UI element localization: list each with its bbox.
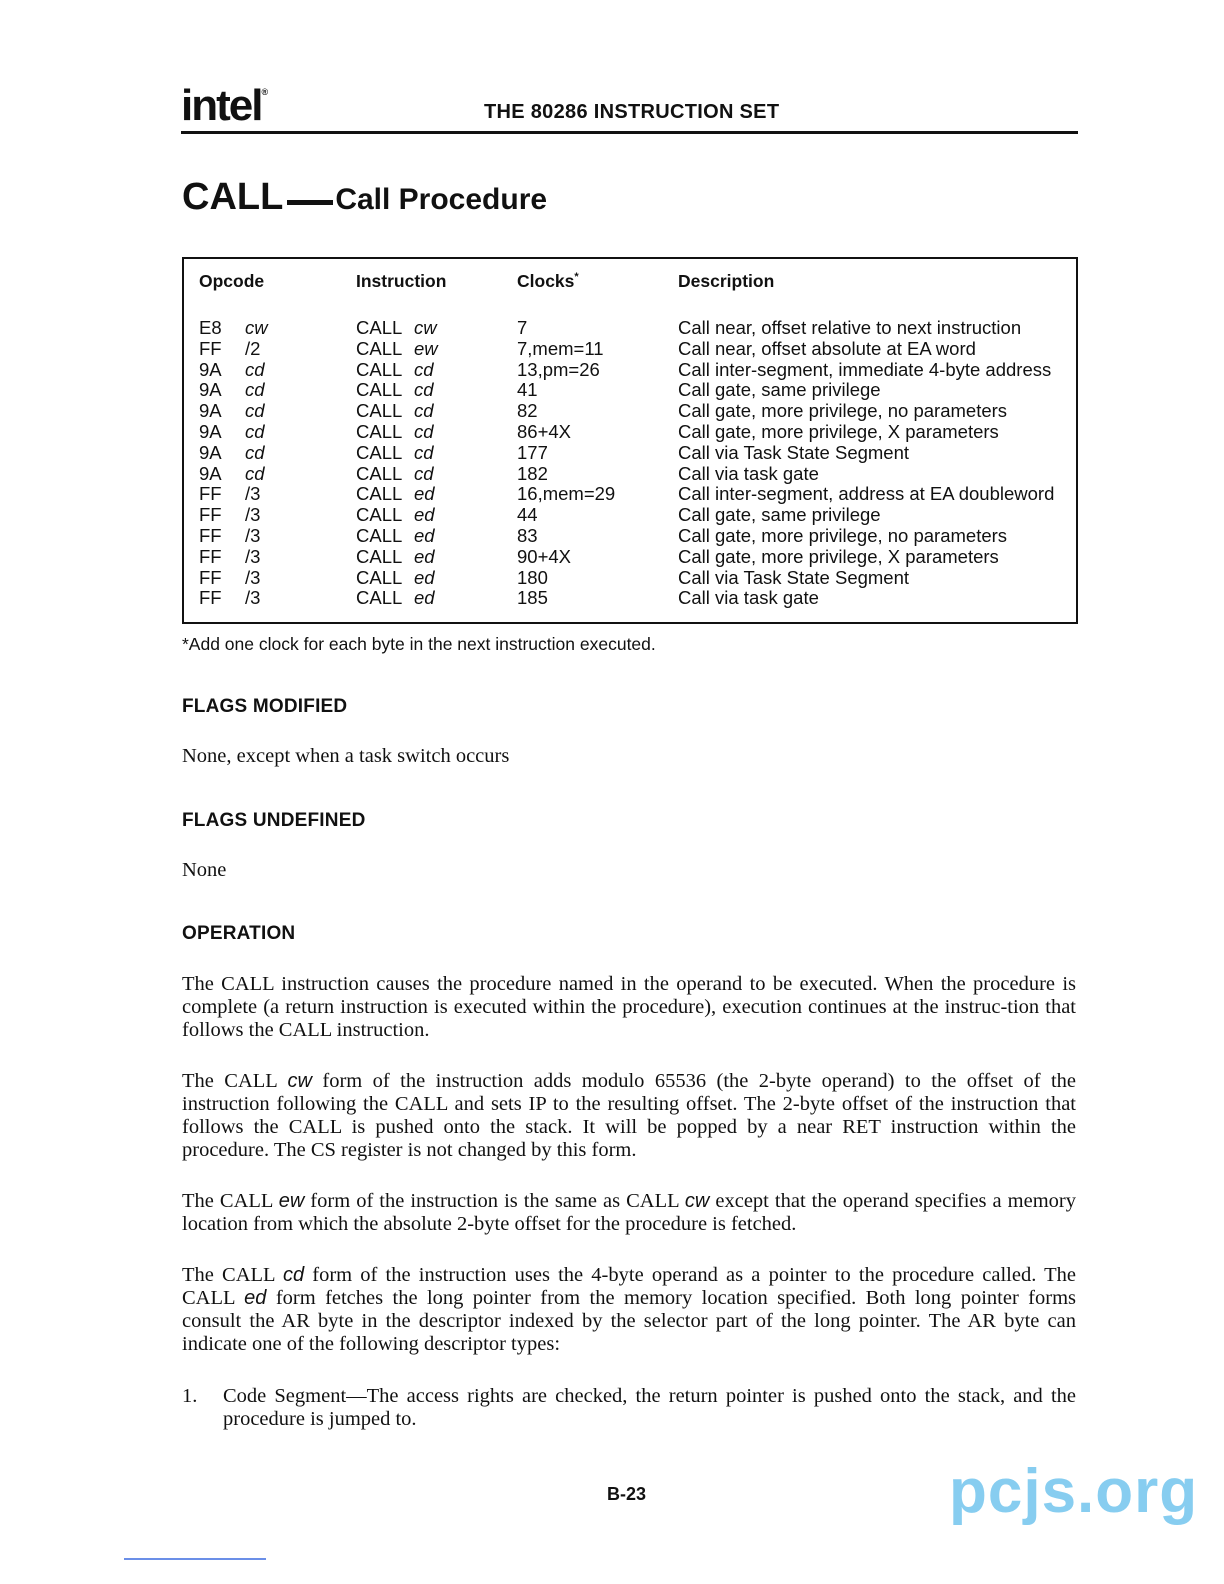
cell-description: Call inter-segment, immediate 4-byte address <box>678 358 1052 380</box>
col-header-clocks: Clocks* <box>517 271 579 291</box>
operand-cw: cw <box>287 1070 312 1092</box>
flags-undefined-text: None <box>182 859 227 881</box>
cell-opcode: 9A <box>199 358 222 380</box>
table-row <box>199 547 1054 568</box>
col-header-instruction: Instruction <box>356 271 447 291</box>
table-row <box>199 380 1054 401</box>
cell-opcode: FF <box>199 587 222 609</box>
cell-mnemonic: CALL <box>356 420 403 442</box>
cell-clocks: 16,mem=29 <box>517 483 616 505</box>
cell-mnemonic: CALL <box>356 400 403 422</box>
cell-operand-form: cd <box>414 441 434 463</box>
table-row <box>199 526 1054 547</box>
cell-mnemonic: CALL <box>356 462 403 484</box>
cell-operand-form: ed <box>414 545 435 567</box>
cell-clocks: 86+4X <box>517 420 572 442</box>
cell-description: Call via task gate <box>678 462 819 484</box>
page-title <box>182 176 547 219</box>
cell-opcode: 9A <box>199 441 222 463</box>
cell-opcode-operand: cd <box>245 358 265 380</box>
operation-paragraph-4: The CALL cd form of the instruction uses the 4-byte operand as a pointer to the procedure called. The CALL ed form fetches the long pointer from the memory location specified. Both long pointer forms consult the AR byte in the descriptor indexed by the selector part of the long pointer. The AR byte can indicate one of the following descriptor types: <box>182 1264 1076 1355</box>
cell-description: Call gate, more privilege, no parameters <box>678 524 1008 546</box>
intel-logo: intel® <box>181 81 269 130</box>
table-row <box>199 360 1054 381</box>
cell-mnemonic: CALL <box>356 379 403 401</box>
operand-cw: cw <box>684 1190 710 1212</box>
table-row <box>199 484 1054 505</box>
operand-cd: cd <box>282 1264 305 1286</box>
cell-operand-form: cd <box>414 358 434 380</box>
cell-description: Call near, offset absolute at EA word <box>678 337 976 359</box>
opcode-table-box <box>182 257 1078 624</box>
cell-operand-form: ed <box>414 504 435 526</box>
cell-clocks: 83 <box>517 524 538 546</box>
cell-operand-form: cd <box>414 379 434 401</box>
cell-clocks: 13,pm=26 <box>517 358 600 380</box>
title-dash <box>287 200 333 205</box>
operation-paragraph-1: The CALL instruction causes the procedure named in the operand to be executed. When the procedure is complete (a return instruction is executed within the procedure), execution continues at the instruc-tion that follows the CALL instruction. <box>182 973 1076 1041</box>
cell-opcode-operand: cd <box>245 462 265 484</box>
cell-opcode-operand: cd <box>245 441 265 463</box>
cell-operand-form: ew <box>414 337 438 359</box>
cell-opcode-operand: /3 <box>245 566 261 588</box>
table-row <box>199 568 1054 589</box>
operation-heading: OPERATION <box>182 923 296 944</box>
flags-modified-text: None, except when a task switch occurs <box>182 745 510 767</box>
cell-description: Call inter-segment, address at EA doubleword <box>678 483 1055 505</box>
table-row <box>199 443 1054 464</box>
cell-mnemonic: CALL <box>356 587 403 609</box>
cell-clocks: 41 <box>517 379 538 401</box>
cell-mnemonic: CALL <box>356 504 403 526</box>
cell-clocks: 7,mem=11 <box>517 337 604 359</box>
page-title-subtitle: Call Procedure <box>335 183 548 216</box>
table-footnote: *Add one clock for each byte in the next instruction executed. <box>182 634 656 654</box>
cell-opcode-operand: cd <box>245 400 265 422</box>
running-header-title: THE 80286 INSTRUCTION SET <box>484 101 780 123</box>
cell-description: Call gate, more privilege, no parameters <box>678 400 1008 422</box>
cell-operand-form: ed <box>414 587 435 609</box>
cell-clocks: 44 <box>517 504 538 526</box>
col-header-opcode: Opcode <box>199 271 265 291</box>
cell-opcode: FF <box>199 545 222 567</box>
flags-modified-heading: FLAGS MODIFIED <box>182 696 348 717</box>
cell-opcode: 9A <box>199 462 222 484</box>
header-rule <box>181 131 1078 134</box>
cell-clocks: 180 <box>517 566 548 588</box>
flags-undefined-heading: FLAGS UNDEFINED <box>182 810 366 831</box>
cell-mnemonic: CALL <box>356 317 403 338</box>
cell-opcode-operand: /3 <box>245 587 261 609</box>
cell-operand-form: cd <box>414 420 434 442</box>
cell-mnemonic: CALL <box>356 524 403 546</box>
cell-opcode: FF <box>199 483 222 505</box>
table-row <box>199 318 1054 339</box>
cell-mnemonic: CALL <box>356 358 403 380</box>
operation-paragraph-2: The CALL cw form of the instruction adds modulo 65536 (the 2-byte operand) to the offset of the instruction following the CALL and sets IP to the resulting offset. The 2-byte offset of the instruction that follows the CALL is pushed onto the stack. It will be popped by a near RET instruction within the procedure. The CS register is not changed by this form. <box>182 1070 1076 1161</box>
cell-opcode: FF <box>199 524 222 546</box>
page-title-mnemonic: CALL <box>182 176 284 218</box>
cell-opcode: 9A <box>199 400 222 422</box>
cell-operand-form: ed <box>414 566 435 588</box>
cell-clocks: 82 <box>517 400 538 422</box>
cell-opcode: 9A <box>199 379 222 401</box>
col-header-description: Description <box>678 271 775 291</box>
footer-link-underline <box>124 1558 266 1560</box>
table-row <box>199 401 1054 422</box>
operand-ew: ew <box>278 1190 305 1212</box>
cell-mnemonic: CALL <box>356 337 403 359</box>
cell-opcode-operand: /3 <box>245 524 261 546</box>
cell-description: Call gate, more privilege, X parameters <box>678 420 999 442</box>
operation-paragraph-3: The CALL ew form of the instruction is the same as CALL cw except that the operand specifies a memory location from which the absolute 2-byte offset for the procedure is fetched. <box>182 1190 1076 1235</box>
cell-operand-form: cd <box>414 462 434 484</box>
cell-clocks: 182 <box>517 462 548 484</box>
cell-description: Call gate, more privilege, X parameters <box>678 545 999 567</box>
cell-opcode-operand: /3 <box>245 483 261 505</box>
cell-opcode-operand: /2 <box>245 337 261 359</box>
pcjs-watermark: pcjs.org <box>949 1457 1199 1526</box>
cell-mnemonic: CALL <box>356 566 403 588</box>
table-row <box>199 588 1054 609</box>
cell-description: Call near, offset relative to next instruction <box>678 317 1022 338</box>
cell-mnemonic: CALL <box>356 483 403 505</box>
cell-opcode: FF <box>199 566 222 588</box>
opcode-table <box>199 271 1054 609</box>
cell-opcode: E8 <box>199 317 222 338</box>
cell-operand-form: ed <box>414 483 435 505</box>
cell-clocks: 90+4X <box>517 545 572 567</box>
table-row <box>199 339 1054 360</box>
cell-opcode-operand: /3 <box>245 545 261 567</box>
list-item-text: Code Segment—The access rights are checked, the return pointer is pushed onto the stack, and the procedure is jumped to. <box>223 1385 1076 1430</box>
cell-description: Call via Task State Segment <box>678 566 910 588</box>
operand-ed: ed <box>244 1287 267 1309</box>
cell-operand-form: cw <box>414 317 437 338</box>
table-row <box>199 464 1054 485</box>
clocks-footnote-mark: * <box>574 271 579 284</box>
page-number: B-23 <box>607 1484 647 1504</box>
cell-opcode: FF <box>199 337 222 359</box>
cell-description: Call via task gate <box>678 587 819 609</box>
cell-operand-form: cd <box>414 400 434 422</box>
cell-opcode-operand: cw <box>245 317 268 338</box>
opcode-table-body <box>199 318 1054 609</box>
cell-opcode-operand: /3 <box>245 504 261 526</box>
cell-opcode: 9A <box>199 420 222 442</box>
cell-description: Call gate, same privilege <box>678 504 881 526</box>
cell-opcode-operand: cd <box>245 379 265 401</box>
cell-clocks: 177 <box>517 441 548 463</box>
cell-opcode-operand: cd <box>245 420 265 442</box>
list-item-number: 1. <box>182 1385 198 1407</box>
cell-description: Call via Task State Segment <box>678 441 910 463</box>
cell-description: Call gate, same privilege <box>678 379 881 401</box>
cell-clocks: 185 <box>517 587 548 609</box>
cell-operand-form: ed <box>414 524 435 546</box>
cell-mnemonic: CALL <box>356 545 403 567</box>
table-row <box>199 422 1054 443</box>
table-row <box>199 505 1054 526</box>
cell-opcode: FF <box>199 504 222 526</box>
cell-clocks: 7 <box>517 317 528 338</box>
table-header-row <box>199 271 1054 318</box>
cell-mnemonic: CALL <box>356 441 403 463</box>
